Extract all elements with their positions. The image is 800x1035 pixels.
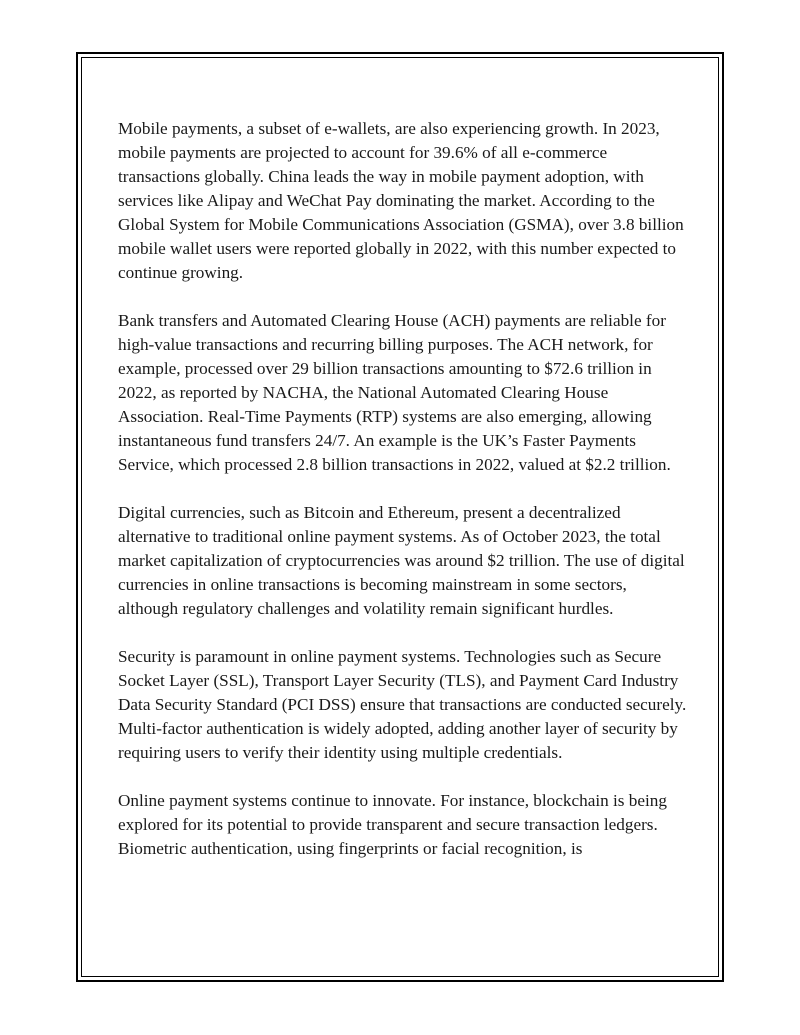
paragraph-mobile-payments: Mobile payments, a subset of e-wallets, are also experiencing growth. In 2023, mobile payments are projected to account for 39.6% of all e-commerce transactions globally. China leads the way in mobile payment adoption, with services like Alipay and WeChat Pay dominating the market. According to the Global System for Mobile Communications Association (GSMA), over 3.8 billion mobile wallet users were reported globally in 2022, with this number expected to continue growing. <box>118 119 684 282</box>
paragraph-innovation: Online payment systems continue to innovate. For instance, blockchain is being explored for its potential to provide transparent and secure transaction ledgers. Biometric authentication, using fingerprints or facial recognition, is <box>118 791 667 858</box>
paragraph-security: Security is paramount in online payment systems. Technologies such as Secure Socket Layer (SSL), Transport Layer Security (TLS), and Payment Card Industry Data Security Standard (PCI DSS) ensure that transactions are conducted securely. Multi-factor authentication is widely adopted, adding another layer of security by requiring users to verify their identity using multiple credentials. <box>118 647 687 762</box>
paragraph-bank-transfers: Bank transfers and Automated Clearing House (ACH) payments are reliable for high-value transactions and recurring billing purposes. The ACH network, for example, processed over 29 billion transactions amounting to $72.6 trillion in 2022, as reported by NACHA, the National Automated Clearing House Association. Real-Time Payments (RTP) systems are also emerging, allowing instantaneous fund transfers 24/7. An example is the UK’s Faster Payments Service, which processed 2.8 billion transactions in 2022, valued at $2.2 trillion. <box>118 311 671 474</box>
paragraph-digital-currencies: Digital currencies, such as Bitcoin and Ethereum, present a decentralized alternative to traditional online payment systems. As of October 2023, the total market capitalization of cryptocurrencies was around $2 trillion. The use of digital currencies in online transactions is becoming mainstream in some sectors, although regulatory challenges and volatility remain significant hurdles. <box>118 503 685 618</box>
document-body <box>118 117 688 885</box>
